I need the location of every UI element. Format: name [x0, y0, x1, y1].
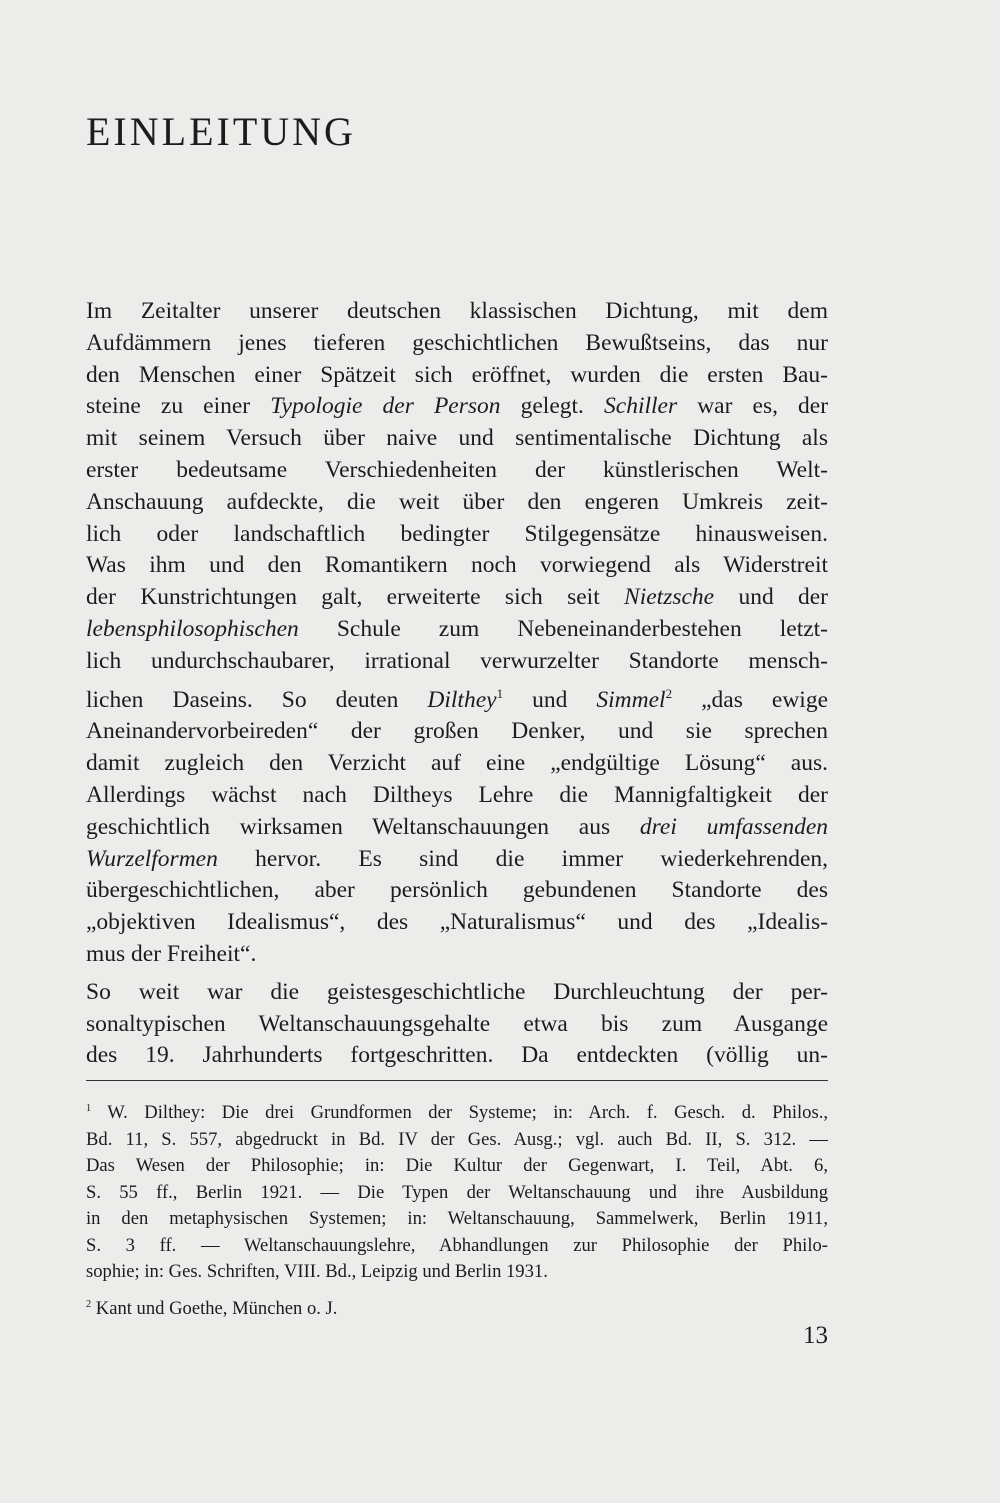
- footnote-1-line: Das Wesen der Philosophie; in: Die Kultur der Gegenwart, I. Teil, Abt. 6,: [86, 1155, 828, 1177]
- footnote-divider: [86, 1080, 828, 1081]
- text-line: erster bedeutsame Verschiedenheiten der künstlerischen Welt-: [86, 456, 828, 483]
- text-line: Aneinandervorbeireden“ der großen Denker, und sie sprechen: [86, 718, 828, 745]
- text-line: mit seinem Versuch über naive und sentimentalische Dichtung als: [86, 425, 828, 452]
- text-fragment: der Kunstrichtungen galt, erweiterte sich seit: [86, 584, 600, 611]
- text-line: [86, 614, 828, 646]
- footnote-2-text: Kant und Goethe, München o. J.: [95, 1297, 338, 1319]
- footnote-1-line: sophie; in: Ges. Schriften, VIII. Bd., Leipzig und Berlin 1931.: [86, 1261, 548, 1283]
- text-line: „objektiven Idealismus“, des „Naturalismus“ und des „Idealis-: [86, 909, 828, 936]
- body-text: [86, 296, 828, 1072]
- text-line: [86, 812, 828, 844]
- emphasis-drei-umfassenden: drei umfassenden: [639, 813, 828, 840]
- text-fragment: „das ewige: [701, 686, 829, 713]
- text-fragment: und: [532, 686, 568, 713]
- footnote-1-marker: 1: [86, 1103, 92, 1114]
- page-number: 13: [803, 1322, 828, 1349]
- text-line: So weit war die geistesgeschichtliche Durchleuchtung der per-: [86, 978, 828, 1005]
- text-fragment: lichen Daseins. So deuten: [86, 686, 399, 713]
- footnote-1-line: S. 3 ff. — Weltanschauungslehre, Abhandlungen zur Philosophie der Philo-: [86, 1234, 828, 1256]
- emphasis-typologie: Typologie der Person: [270, 393, 501, 420]
- text-line: [86, 582, 828, 614]
- text-line: sonaltypischen Weltanschauungsgehalte etwa bis zum Ausgange: [86, 1010, 828, 1037]
- text-line: damit zugleich den Verzicht auf eine „endgültige Lösung“ aus.: [86, 750, 828, 777]
- text-line: lich oder landschaftlich bedingter Stilgegensätze hinausweisen.: [86, 520, 828, 547]
- emphasis-simmel: Simmel: [596, 686, 666, 713]
- footnote-1-line: Bd. 11, S. 557, abgedruckt in Bd. IV der Ges. Ausg.; vgl. auch Bd. II, S. 312. —: [86, 1128, 828, 1150]
- text-line: [86, 678, 828, 717]
- text-line: des 19. Jahrhunderts fortgeschritten. Da entdeckten (völlig un-: [86, 1042, 828, 1069]
- footnote-ref-2: 2: [665, 685, 673, 701]
- emphasis-lebensphilosophischen: lebensphilosophischen: [86, 615, 299, 642]
- text-line: Allerdings wächst nach Diltheys Lehre die Mannigfaltigkeit der: [86, 782, 828, 808]
- footnote-1-line: [86, 1096, 828, 1127]
- footnotes: [86, 1096, 828, 1322]
- text-fragment: geschichtlich wirksamen Weltanschauungen aus: [86, 813, 611, 840]
- text-line: lich undurchschaubarer, irrational verwurzelter Standorte mensch-: [86, 647, 828, 674]
- text-fragment: Schule zum Nebeneinanderbestehen letzt-: [336, 615, 829, 642]
- text-line: Was ihm und den Romantikern noch vorwiegend als Widerstreit: [86, 552, 828, 579]
- text-fragment: war es, der: [697, 393, 829, 420]
- emphasis-dilthey: Dilthey: [427, 686, 497, 713]
- text-line: übergeschichtlichen, aber persönlich gebundenen Standorte des: [86, 877, 828, 904]
- emphasis-schiller: Schiller: [604, 393, 678, 420]
- footnote-1-text: W. Dilthey: Die drei Grundformen der Systeme; in: Arch. f. Gesch. d. Philos.,: [107, 1102, 828, 1124]
- text-line: mus der Freiheit“.: [86, 940, 257, 967]
- text-fragment: gelegt.: [520, 393, 584, 420]
- text-line: Im Zeitalter unserer deutschen klassischen Dichtung, mit dem: [86, 298, 828, 324]
- text-fragment: hervor. Es sind die immer wiederkehrenden,: [255, 845, 828, 872]
- text-line: [86, 391, 828, 423]
- text-fragment: steine zu einer: [86, 393, 251, 420]
- footnote-1-line: in den metaphysischen Systemen; in: Weltanschauung, Sammelwerk, Berlin 1911,: [86, 1208, 828, 1230]
- text-fragment: und der: [738, 584, 829, 611]
- text-line: den Menschen einer Spätzeit sich eröffnet, wurden die ersten Bau-: [86, 361, 828, 388]
- footnote-1-line: S. 55 ff., Berlin 1921. — Die Typen der Weltanschauung und ihre Ausbildung: [86, 1181, 828, 1203]
- emphasis-wurzelformen: Wurzelformen: [86, 845, 218, 872]
- text-line: Aufdämmern jenes tieferen geschichtlichen Bewußtseins, das nur: [86, 329, 828, 356]
- footnote-ref-1: 1: [496, 685, 504, 701]
- footnote-2-marker: 2: [86, 1298, 92, 1310]
- footnote-2-line: [86, 1292, 828, 1323]
- text-line: Anschauung aufdeckte, die weit über den engeren Umkreis zeit-: [86, 488, 828, 515]
- emphasis-nietzsche: Nietzsche: [624, 584, 715, 611]
- text-line: [86, 844, 828, 876]
- page-title: EINLEITUNG: [86, 109, 356, 154]
